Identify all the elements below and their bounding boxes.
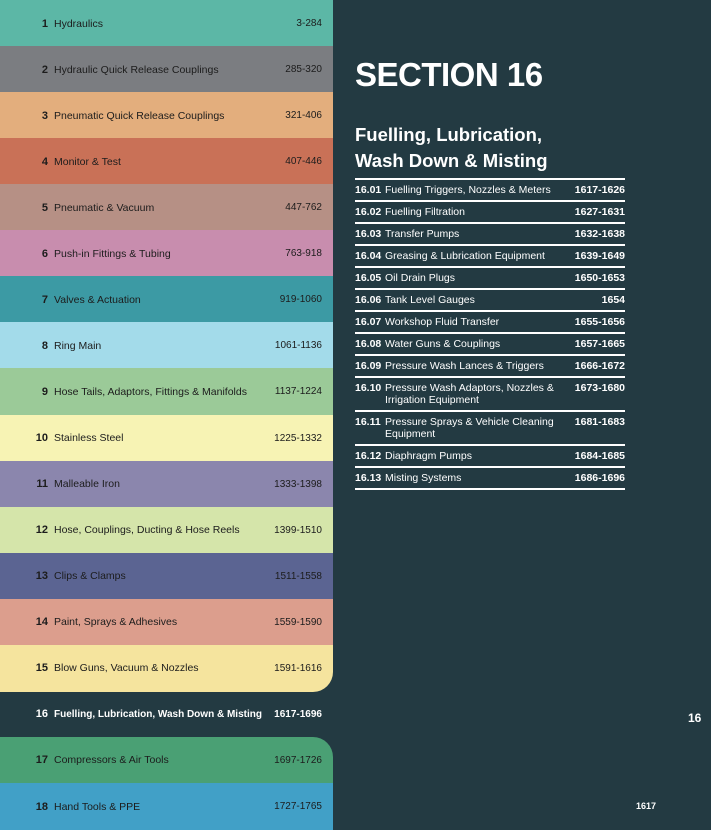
toc-pages: 1650-1653 — [574, 272, 625, 284]
toc-title: Pressure Sprays & Vehicle Cleaning Equipment — [385, 416, 554, 440]
section-content — [333, 0, 711, 829]
toc-pages: 1684-1685 — [574, 450, 625, 462]
tab-number: 10 — [35, 432, 48, 445]
toc-row[interactable] — [355, 290, 625, 312]
tab-pages: 1225-1332 — [274, 432, 322, 444]
tab-number: 6 — [41, 247, 48, 260]
toc-number: 16.12 — [355, 450, 382, 462]
tab-pages: 1727-1765 — [274, 801, 322, 813]
tab-section-12[interactable] — [0, 507, 333, 554]
toc-number: 16.05 — [355, 272, 382, 284]
toc-pages: 1686-1696 — [574, 472, 625, 484]
section-subtitle-line: Wash Down & Misting — [355, 150, 548, 171]
toc-row[interactable] — [355, 312, 625, 334]
toc-title: Pressure Wash Lances & Triggers — [385, 360, 544, 372]
toc-number: 16.09 — [355, 360, 382, 372]
section-subtitle-line: Fuelling, Lubrication, — [355, 124, 543, 145]
tab-label: Compressors & Air Tools — [54, 754, 169, 767]
tab-section-17[interactable] — [0, 737, 333, 784]
tab-label: Hose Tails, Adaptors, Fittings & Manifolds — [54, 385, 247, 398]
tab-section-13[interactable] — [0, 553, 333, 600]
tab-label: Pneumatic Quick Release Couplings — [54, 109, 225, 122]
tab-label: Monitor & Test — [54, 155, 121, 168]
toc-number: 16.01 — [355, 184, 382, 196]
toc-pages: 1617-1626 — [574, 184, 625, 196]
toc-title: Water Guns & Couplings — [385, 338, 501, 350]
toc-row[interactable] — [355, 268, 625, 290]
section-subtitle — [355, 122, 655, 174]
toc-row[interactable] — [355, 202, 625, 224]
tab-number: 8 — [41, 339, 48, 352]
toc-number: 16.03 — [355, 228, 382, 240]
toc-number: 16.07 — [355, 316, 382, 328]
tab-section-4[interactable] — [0, 138, 333, 185]
tab-pages: 1511-1558 — [274, 570, 322, 582]
tab-label: Stainless Steel — [54, 432, 124, 445]
tab-number: 1 — [41, 17, 48, 30]
tab-section-16-current[interactable] — [0, 691, 333, 738]
toc-pages: 1627-1631 — [574, 206, 625, 218]
tab-label: Blow Guns, Vacuum & Nozzles — [54, 662, 199, 675]
toc-row[interactable] — [355, 378, 625, 412]
toc-title: Transfer Pumps — [385, 228, 460, 240]
tab-label: Clips & Clamps — [54, 570, 126, 583]
tab-pages: 1333-1398 — [274, 478, 322, 490]
toc-number: 16.11 — [355, 416, 381, 428]
toc-title: Pressure Wash Adaptors, Nozzles & Irrigation Equipment — [385, 382, 554, 406]
toc-pages: 1655-1656 — [574, 316, 625, 328]
toc-title: Fuelling Triggers, Nozzles & Meters — [385, 184, 551, 196]
tab-label: Hose, Couplings, Ducting & Hose Reels — [54, 524, 240, 537]
toc-number: 16.06 — [355, 294, 382, 306]
tab-label: Hydraulic Quick Release Couplings — [54, 63, 219, 76]
tab-pages: 1399-1510 — [274, 524, 322, 536]
tab-pages: 1617-1696 — [274, 708, 322, 720]
toc-title: Oil Drain Plugs — [385, 272, 456, 284]
toc-row[interactable] — [355, 412, 625, 446]
tab-section-9[interactable] — [0, 368, 333, 415]
tab-number: 18 — [35, 800, 48, 813]
tab-pages: 1137-1224 — [274, 386, 322, 398]
toc-row[interactable] — [355, 356, 625, 378]
tab-pages: 321-406 — [285, 110, 322, 122]
page-number: 1617 — [636, 801, 657, 811]
toc-title: Fuelling Filtration — [385, 206, 465, 218]
tab-section-11[interactable] — [0, 461, 333, 508]
tab-number: 3 — [41, 109, 48, 122]
tab-pages: 447-762 — [285, 202, 322, 214]
tab-section-18[interactable] — [0, 783, 333, 830]
toc-title: Diaphragm Pumps — [385, 450, 472, 462]
toc-pages: 1654 — [601, 294, 625, 306]
table-of-contents — [355, 178, 625, 490]
tab-label: Push-in Fittings & Tubing — [54, 247, 171, 260]
tab-label: Hydraulics — [54, 17, 104, 30]
tab-number: 12 — [35, 524, 48, 537]
tab-section-1[interactable] — [0, 0, 333, 47]
side-section-number: 16 — [688, 711, 702, 725]
tab-pages: 919-1060 — [279, 294, 322, 306]
tab-label: Paint, Sprays & Adhesives — [54, 616, 178, 629]
tab-number: 4 — [41, 155, 48, 168]
tab-section-3[interactable] — [0, 92, 333, 139]
tab-section-8[interactable] — [0, 322, 333, 369]
toc-title: Misting Systems — [385, 472, 462, 484]
tab-label: Fuelling, Lubrication, Wash Down & Misting — [54, 708, 262, 720]
toc-pages: 1657-1665 — [574, 338, 625, 350]
tab-pages: 763-918 — [285, 248, 322, 260]
tab-number: 14 — [35, 616, 48, 629]
toc-pages: 1673-1680 — [574, 382, 625, 394]
toc-row[interactable] — [355, 246, 625, 268]
toc-number: 16.08 — [355, 338, 382, 350]
toc-pages: 1639-1649 — [574, 250, 625, 262]
tab-section-6[interactable] — [0, 230, 333, 277]
section-index-tabs — [0, 0, 333, 829]
tab-label: Malleable Iron — [54, 478, 120, 491]
toc-title: Workshop Fluid Transfer — [385, 316, 500, 328]
tab-number: 2 — [41, 63, 48, 76]
tab-section-7[interactable] — [0, 276, 333, 323]
tab-label: Valves & Actuation — [54, 293, 141, 306]
toc-pages: 1632-1638 — [574, 228, 625, 240]
toc-title: Greasing & Lubrication Equipment — [385, 250, 545, 262]
tab-number: 17 — [35, 754, 48, 767]
tab-section-5[interactable] — [0, 184, 333, 231]
toc-row[interactable] — [355, 468, 625, 490]
tab-number: 16 — [35, 708, 48, 721]
tab-number: 13 — [35, 570, 48, 583]
toc-row[interactable] — [355, 180, 625, 202]
toc-pages: 1681-1683 — [574, 416, 625, 428]
tab-number: 15 — [35, 662, 48, 675]
tab-number: 11 — [36, 478, 48, 491]
toc-row[interactable] — [355, 446, 625, 468]
toc-number: 16.10 — [355, 382, 382, 394]
section-title: SECTION 16 — [355, 56, 543, 93]
tab-pages: 1559-1590 — [274, 616, 322, 628]
tab-section-2[interactable] — [0, 46, 333, 93]
toc-number: 16.02 — [355, 206, 382, 218]
tab-pages: 3-284 — [296, 18, 322, 29]
tab-label: Ring Main — [54, 339, 102, 352]
tab-pages: 1061-1136 — [274, 340, 322, 352]
tab-number: 5 — [41, 201, 48, 214]
tab-pages: 407-446 — [285, 156, 322, 168]
tab-pages: 1697-1726 — [274, 754, 322, 766]
toc-row[interactable] — [355, 224, 625, 246]
toc-row[interactable] — [355, 334, 625, 356]
tab-number: 7 — [41, 293, 48, 306]
tab-pages: 285-320 — [285, 64, 322, 76]
toc-pages: 1666-1672 — [574, 360, 625, 372]
tab-number: 9 — [41, 385, 48, 398]
tab-label: Hand Tools & PPE — [54, 800, 141, 813]
tab-section-10[interactable] — [0, 415, 333, 462]
toc-number: 16.04 — [355, 250, 382, 262]
tab-section-14[interactable] — [0, 599, 333, 646]
tab-section-15[interactable] — [0, 645, 333, 692]
tab-pages: 1591-1616 — [274, 662, 322, 674]
toc-number: 16.13 — [355, 472, 382, 484]
toc-title: Tank Level Gauges — [385, 294, 475, 306]
tab-label: Pneumatic & Vacuum — [54, 201, 155, 214]
